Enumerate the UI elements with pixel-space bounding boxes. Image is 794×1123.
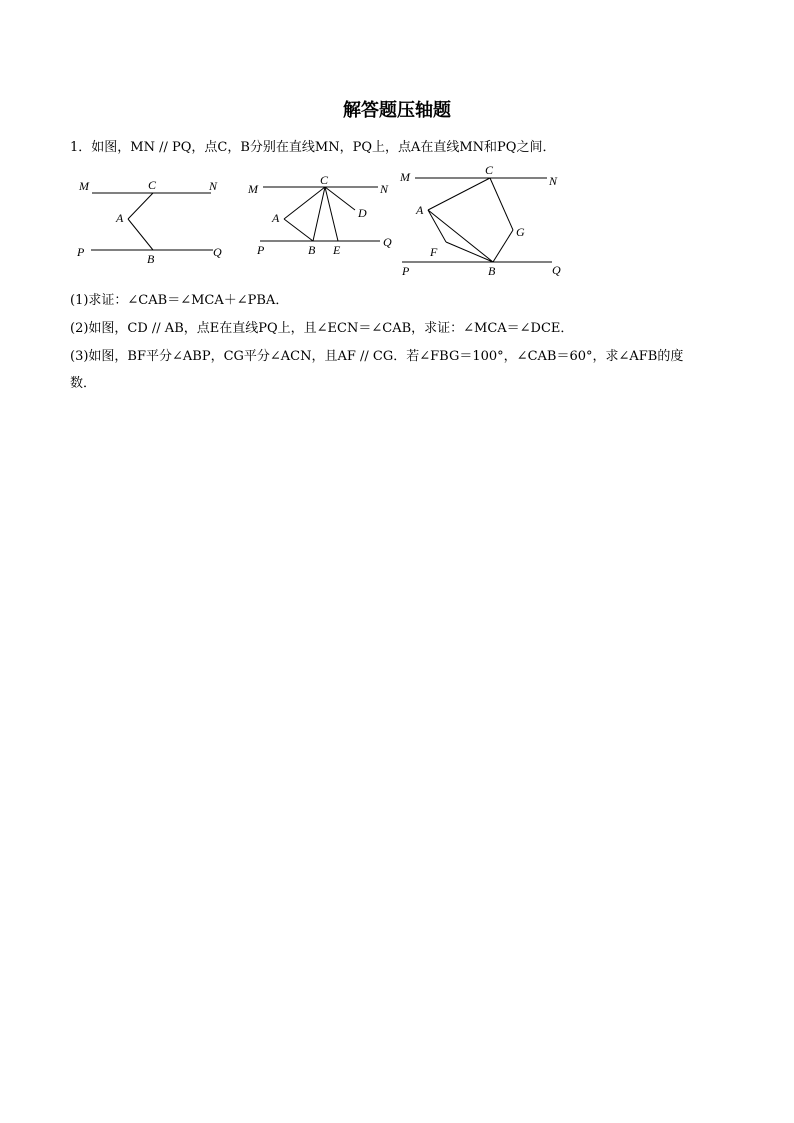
label-q-3: Q xyxy=(552,263,561,277)
part-1: (1)求证：∠CAB＝∠MCA＋∠PBA． xyxy=(70,293,289,308)
label-p-3: P xyxy=(402,264,410,278)
segment-ab-1 xyxy=(128,219,153,250)
label-p-1: P xyxy=(77,245,85,259)
segment-ca-1 xyxy=(128,193,153,219)
label-c-1: C xyxy=(148,178,157,192)
label-n-1: N xyxy=(209,179,218,193)
figure-2 xyxy=(247,173,392,257)
part-3: (3)如图，BF平分∠ABP，CG平分∠ACN，且AF // CG．若∠FBG＝100°，∠CAB＝60°，求∠AFB的度 xyxy=(70,349,684,364)
part-3-continued: 数． xyxy=(70,376,97,391)
segment-fb-3 xyxy=(446,242,493,262)
label-a-1: A xyxy=(116,211,124,225)
figure-3 xyxy=(399,165,561,278)
segment-cg-3 xyxy=(490,178,513,230)
label-m-1: M xyxy=(79,179,89,193)
label-q-2: Q xyxy=(383,235,392,249)
label-e-2: E xyxy=(333,243,341,257)
label-q-1: Q xyxy=(213,245,222,259)
segment-ca-3 xyxy=(428,178,490,210)
label-d-2: D xyxy=(358,206,367,220)
label-b-2: B xyxy=(308,243,316,257)
geometry-figures xyxy=(0,165,794,285)
label-m-3: M xyxy=(400,170,410,184)
label-b-3: B xyxy=(488,264,496,278)
label-n-3: N xyxy=(549,174,558,188)
label-c-2: C xyxy=(320,173,329,187)
label-f-3: F xyxy=(430,245,438,259)
label-g-3: G xyxy=(516,225,525,239)
label-p-2: P xyxy=(257,243,265,257)
part-2: (2)如图，CD // AB，点E在直线PQ上，且∠ECN＝∠CAB，求证：∠MCA＝∠DCE． xyxy=(70,321,574,336)
page-title: 解答题压轴题 xyxy=(343,100,451,121)
label-c-3: C xyxy=(485,165,494,177)
segment-ab-2 xyxy=(284,219,313,241)
question-stem: 1．如图，MN // PQ，点C，B分别在直线MN，PQ上，点A在直线MN和PQ之间． xyxy=(70,140,556,155)
label-a-2: A xyxy=(272,211,280,225)
segment-af-3 xyxy=(428,210,446,242)
label-n-2: N xyxy=(380,182,389,196)
segment-gb-3 xyxy=(493,230,513,262)
label-a-3: A xyxy=(416,203,424,217)
label-m-2: M xyxy=(248,182,258,196)
figure-1 xyxy=(76,178,222,266)
label-b-1: B xyxy=(147,252,155,266)
segment-ab-3 xyxy=(428,210,493,262)
